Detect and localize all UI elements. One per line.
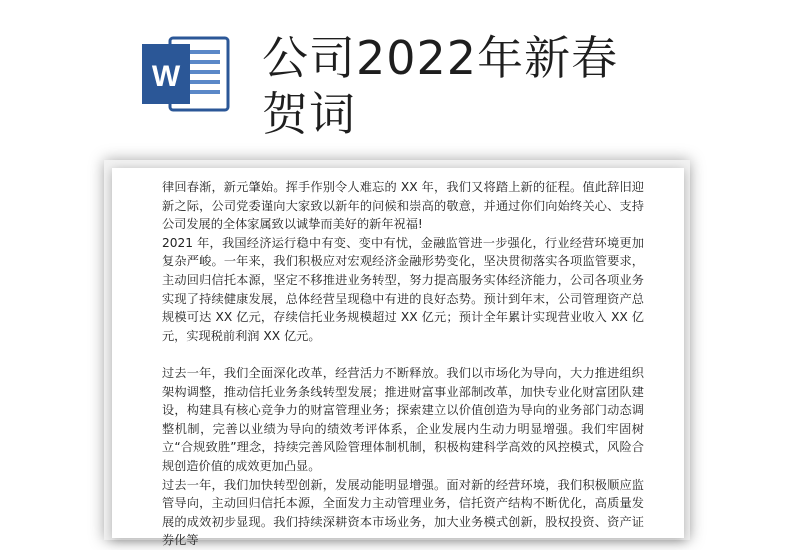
doc-header <box>0 0 800 150</box>
svg-text:W: W <box>151 60 181 93</box>
paragraph-1: 律回春渐，新元肇始。挥手作别令人难忘的 XX 年，我们又将踏上新的征程。值此辞旧迎新之际，公司党委谨向大家致以新年的问候和崇高的敬意，并通过你们向始终关心、支持公司发展的全体家属致以诚挚而美好的新年祝福! <box>162 180 644 232</box>
paragraph-gap <box>162 345 644 364</box>
document-title-line-2: 贺词 <box>262 87 356 141</box>
paragraph-4: 过去一年，我们加快转型创新，发展动能明显增强。面对新的经营环境，我们积极顺应监管导向，主动回归信托本源，全面发力主动管理业务，信托资产结构不断优化，高质量发展的成效初步显现。我们持续深耕资本市场业务，加大业务模式创新，股权投资、资产证券化等 <box>162 477 644 548</box>
document-title-line-1: 公司2022年新春 <box>262 31 619 85</box>
paragraph-3: 过去一年，我们全面深化改革，经营活力不断释放。我们以市场化为导向，大力推进组织架构调整，推动信托业务条线转型发展；推进财富事业部制改革，加快专业化财富团队建设，构建具有核心竞争力的财富管理业务；探索建立以价值创造为导向的业务部门动态调整机制，完善以业绩为导向的绩效考评体系，企业发展内生动力明显增强。我们牢固树立“合规致胜”理念，持续完善风险管理体制机制，积极构建科学高效的风控模式，风险合规创造价值的成效更加凸显。 <box>162 365 644 473</box>
document-title <box>262 30 682 142</box>
document-body <box>162 178 644 550</box>
document-page <box>112 168 684 548</box>
paragraph-2: 2021 年，我国经济运行稳中有变、变中有忧，金融监管进一步强化，行业经营环境更加复杂严峻。一年来，我们积极应对宏观经济金融形势变化，坚决贯彻落实各项监管要求，主动回归信托本源，坚定不移推进业务转型，努力提高服务实体经济能力，公司各项业务实现了持续健康发展，总体经营呈现稳中有进的良好态势。预计到年末，公司管理资产总规模可达 XX 亿元，存续信托业务规模超过 XX 亿元；预计全年累计实现营业收入 XX 亿元，实现税前利润 XX 亿元。 <box>162 235 644 343</box>
word-icon <box>140 32 232 116</box>
